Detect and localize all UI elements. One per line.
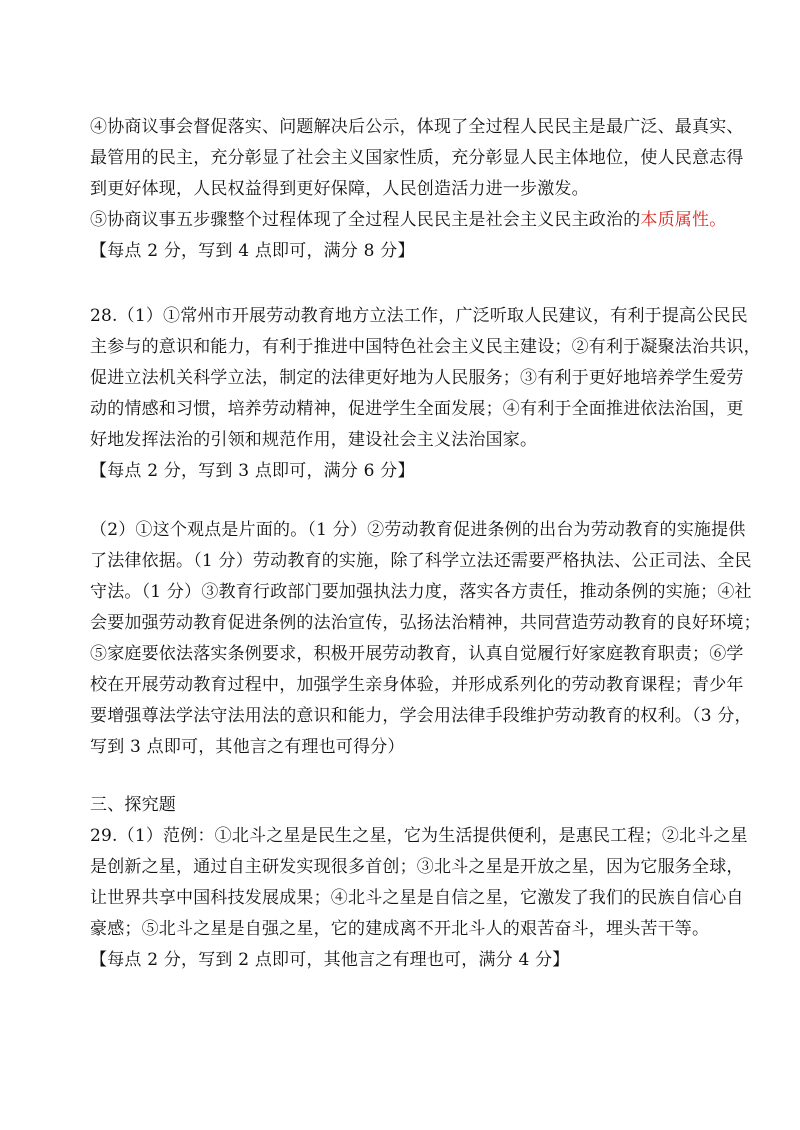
answer-line: 动的情感和习惯，培养劳动精神，促进学生全面发展；④有利于全面推进依法治国，更: [90, 399, 744, 419]
answer-line: 主参与的意识和能力，有利于推进中国特色社会主义民主建设；②有利于凝聚法治共识，: [90, 337, 761, 357]
answer-line: ⑤家庭要依法落实条例要求，积极开展劳动教育，认真自觉履行好家庭教育职责；⑥学: [90, 644, 744, 664]
section-q28-part1: [90, 301, 761, 487]
answer-line: 28.（1）①常州市开展劳动教育地方立法工作，广泛听取人民建议，有利于提高公民民: [90, 306, 748, 326]
answer-line: 写到 3 点即可，其他言之有理也可得分）: [90, 737, 405, 757]
answer-line: 要增强尊法学法守法用法的意识和能力，学会用法律手段维护劳动教育的权利。（3 分，: [90, 706, 752, 726]
answer-line: （2）①这个观点是片面的。（1 分）②劳动教育促进条例的出台为劳动教育的实施提供: [90, 520, 746, 540]
answer-line: 促进立法机关科学立法，制定的法律更好地为人民服务；③有利于更好地培养学生爱劳: [90, 368, 744, 388]
answer-line: 会要加强劳动教育促进条例的法治宣传，弘扬法治精神，共同营造劳动教育的良好环境；: [90, 613, 761, 633]
scoring-note: 【每点 2 分，写到 2 点即可，其他言之有理也可，满分 4 分】: [90, 950, 570, 970]
answer-line-text: ⑤协商议事五步骤整个过程体现了全过程人民民主是社会主义民主政治的: [90, 210, 641, 230]
answer-line: ④协商议事会督促落实、问题解决后公示，体现了全过程人民民主是最广泛、最真实、: [90, 117, 744, 137]
scoring-note: 【每点 2 分，写到 3 点即可，满分 6 分】: [90, 461, 415, 481]
answer-line: [90, 205, 727, 236]
highlighted-text: 本质属性。: [640, 210, 727, 230]
answer-line: 29.（1）范例：①北斗之星是民生之星，它为生活提供便利，是惠民工程；②北斗之星: [90, 826, 748, 846]
section-q27-continued: [90, 112, 744, 267]
scoring-note: 【每点 2 分，写到 4 点即可，满分 8 分】: [90, 241, 415, 261]
answer-line: 好地发挥法治的引领和规范作用，建设社会主义法治国家。: [90, 430, 538, 450]
section-inquiry: [90, 790, 748, 976]
answer-line: 守法。（1 分）③教育行政部门要加强执法力度，落实各方责任，推动条例的实施；④社: [90, 582, 752, 602]
answer-line: 了法律依据。（1 分）劳动教育的实施，除了科学立法还需要严格执法、公正司法、全民: [90, 551, 752, 571]
answer-line: 让世界共享中国科技发展成果；④北斗之星是自信之星，它激发了我们的民族自信心自: [90, 888, 744, 908]
answer-line: 是创新之星，通过自主研发实现很多首创；③北斗之星是开放之星，因为它服务全球，: [90, 857, 744, 877]
answer-content: [90, 112, 761, 976]
section-heading: 三、探究题: [90, 795, 176, 815]
answer-line: 豪感；⑤北斗之星是自强之星，它的建成离不开北斗人的艰苦奋斗，埋头苦干等。: [90, 919, 710, 939]
answer-line: 最管用的民主，充分彰显了社会主义国家性质，充分彰显人民主体地位，使人民意志得: [90, 148, 744, 168]
answer-line: 到更好体现，人民权益得到更好保障，人民创造活力进一步激发。: [90, 179, 589, 199]
answer-line: 校在开展劳动教育过程中，加强学生亲身体验，并形成系列化的劳动教育课程；青少年: [90, 675, 744, 695]
section-q28-part2: [90, 515, 761, 763]
